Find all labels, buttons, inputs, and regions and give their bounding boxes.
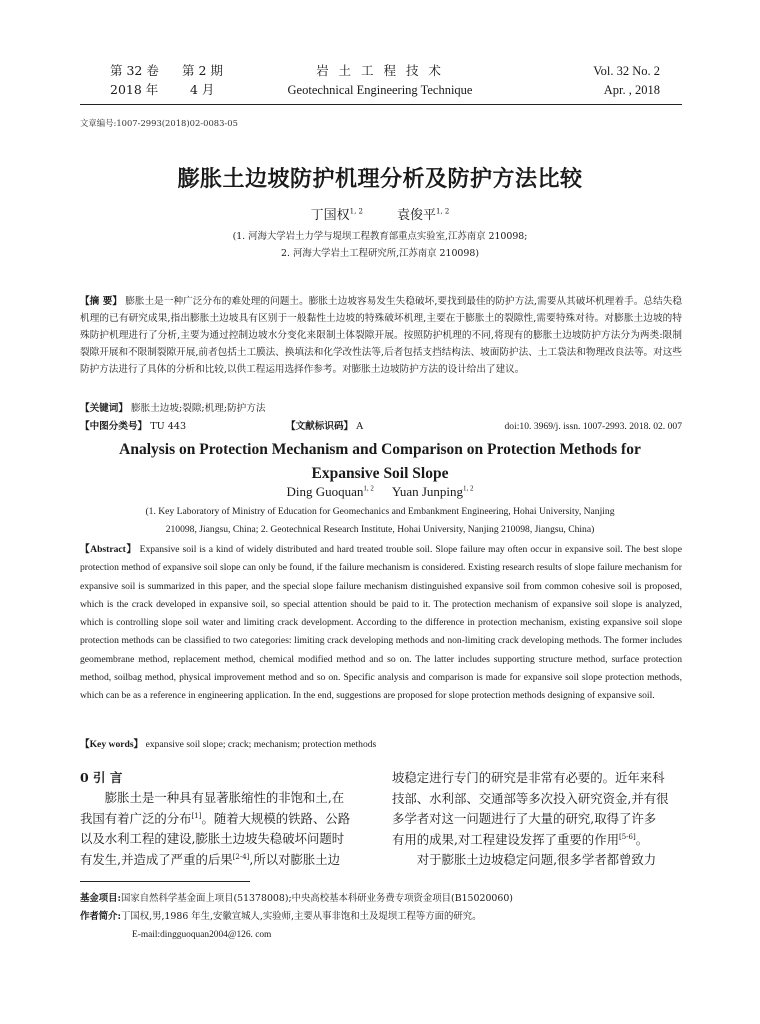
author-bio bbox=[80, 908, 682, 926]
affiliation-en-line: 210098, Jiangsu, China; 2. Geotechnical Research Institute, Hohai University, Nanjing 210098, Jiangsu, China) bbox=[165, 524, 595, 535]
body-line-text: 技部、水利部、交通部等多次投入研究资金,并有很 bbox=[392, 790, 669, 806]
citation-ref[interactable]: [1] bbox=[191, 811, 202, 820]
issue-cn: 第 2 期 bbox=[182, 63, 223, 78]
body-line-text: 。 bbox=[635, 831, 649, 847]
affiliation-cn-line: 2. 河海大学岩土工程研究所,江苏南京 210098) bbox=[281, 248, 479, 259]
keywords-cn bbox=[80, 400, 682, 417]
body-left-column bbox=[80, 788, 368, 870]
keywords-en bbox=[80, 736, 682, 753]
body-line-text: 。随着大规模的铁路、公路 bbox=[201, 810, 351, 826]
body-line-text: 有发生,并造成了严重的后果 bbox=[80, 851, 233, 867]
keywords-cn-text: 膨胀土边坡;裂隙;机理;防护方法 bbox=[131, 403, 266, 414]
author-cn-2: 袁俊平 bbox=[397, 208, 437, 223]
fund-text: 国家自然科学基金面上项目(51378008);中央高校基本科研业务费专项资金项目(B15020060) bbox=[120, 893, 513, 904]
author-en-1: Ding Guoquan bbox=[286, 484, 364, 499]
body-line bbox=[80, 829, 368, 850]
keywords-en-label: 【Key words】 bbox=[80, 739, 144, 750]
header-rule bbox=[80, 104, 682, 105]
affiliation-en-line: (1. Key Laboratory of Ministry of Education for Geomechanics and Embankment Engineering, Hohai University, Nanjing bbox=[145, 506, 615, 517]
body-line-text: 有用的成果,对工程建设发挥了重要的作用 bbox=[392, 831, 619, 847]
author-cn-1: 丁国权 bbox=[310, 208, 350, 223]
body-line bbox=[80, 850, 368, 871]
doi: doi:10. 3969/j. issn. 1007-2993. 2018. 02. 007 bbox=[504, 421, 682, 432]
article-id: 文章编号:1007-2993(2018)02-0083-05 bbox=[80, 118, 238, 128]
month-cn: 4 月 bbox=[190, 82, 215, 97]
author-bio-text: 丁国权,男,1986 年生,安徽宣城人,实验师,主要从事非饱和土及堤坝工程等方面的研究。 bbox=[120, 911, 482, 922]
footnote-rule bbox=[80, 881, 250, 882]
body-line-text: 对于膨胀土边坡稳定问题,很多学者都曾致力 bbox=[416, 852, 657, 868]
body-line-text: 以及水利工程的建设,膨胀土边坡失稳破坏问题时 bbox=[80, 831, 345, 847]
body-line-text: 坡稳定进行专门的研究是非常有必要的。近年来科 bbox=[392, 770, 665, 785]
body-right-column bbox=[392, 768, 682, 871]
title-en bbox=[0, 438, 760, 486]
abstract-en bbox=[80, 541, 682, 733]
doc-code-value: A bbox=[356, 421, 364, 432]
abstract-cn-label: 【摘 要】 bbox=[80, 296, 123, 307]
section-heading: 0 引 言 bbox=[80, 770, 123, 785]
author-cn-1-aff: 1, 2 bbox=[349, 207, 363, 216]
title-en-line: Expansive Soil Slope bbox=[311, 465, 449, 482]
journal-title-cn: 岩 土 工 程 技 术 bbox=[316, 63, 444, 78]
volume-en: Vol. 32 No. 2 bbox=[593, 64, 660, 78]
body-line bbox=[80, 809, 368, 830]
fund-label: 基金项目: bbox=[80, 893, 121, 904]
body-line bbox=[392, 850, 682, 871]
body-line-text: ,所以对膨胀土边 bbox=[249, 851, 341, 867]
volume-cn: 第 32 卷 bbox=[110, 63, 159, 78]
affiliations-cn bbox=[0, 228, 760, 262]
abstract-en-text: Expansive soil is a kind of widely distributed and hard treated trouble soil. Slope failure may often occur in expansive soil. The best slope protection method of expansive soil slope can only be found, if the failure mechanism is considered. Existing research results of slope failure mechanism for expansive soil is summarized in this paper, and the special slope failure mechanism distinguished expansive soil from common cohesive soil is proposed, which is the crack developed in expansive soil, so special attention should be paid to it. The protection mechanism of expansive soil slope is analyzed, which is controlling slope soil water and limiting crack development. According to the difference in protection mechanism, existing expansive soil slope protection methods can be classified to two categories: limiting crack developing methods and non-limiting crack developing methods. The former includes geomembrane method, replacement method, chemical modified method and so on. The latter includes supporting structure method, surface protection method, soilbag method, physical improvement method and so on. Specific analysis and comparison is made for expansive soil slope protection methods, which can be as a reference in engineering application. In the end, suggestions are proposed for slope protection methods designing of expansive soil. bbox=[80, 544, 682, 702]
abstract-cn-text: 膨胀土是一种广泛分布的难处理的问题土。膨胀土边坡容易发生失稳破坏,要找到最佳的防护方法,需要从其破坏机理着手。总结失稳机理的已有研究成果,指出膨胀土边坡具有区别于一般黏性土边坡的特殊破坏机理,主要在于膨胀土的裂隙性,需要特殊对待。对膨胀土边坡的特殊防护机理进行了分析,主要为通过控制边坡水分变化来限制土体裂隙开展。按照防护机理的不同,将现有的膨胀土边坡防护方法分为两类:限制裂隙开展和不限制裂隙开展,前者包括土工膜法、换填法和化学改性法等,后者包括支挡结构法、坡面防护法、土工袋法和物理改良法等。对这些防护方法进行了具体的分析和比较,以供工程运用选择作参考。对膨胀土边坡防护方法的设计给出了建议。 bbox=[80, 296, 682, 375]
journal-title-en: Geotechnical Engineering Technique bbox=[287, 83, 473, 97]
citation-ref[interactable]: [2-4] bbox=[232, 852, 250, 861]
author-en-2-aff: 1, 2 bbox=[463, 484, 474, 493]
body-line-text: 我国有着广泛的分布 bbox=[80, 810, 192, 826]
authors-en bbox=[0, 484, 760, 500]
affiliations-en bbox=[0, 503, 760, 539]
author-en-2: Yuan Junping bbox=[391, 484, 464, 499]
clc-label: 【中图分类号】 bbox=[80, 421, 148, 432]
abstract-en-label: 【Abstract】 bbox=[80, 544, 137, 555]
body-line bbox=[392, 830, 682, 851]
fund-note bbox=[80, 890, 682, 908]
body-line bbox=[392, 809, 682, 830]
author-en-1-aff: 1, 2 bbox=[363, 484, 374, 493]
body-line-text: 多学者对这一问题进行了大量的研究,取得了许多 bbox=[392, 811, 657, 827]
title-en-line: Analysis on Protection Mechanism and Comparison on Protection Methods for bbox=[119, 441, 641, 458]
author-bio-label: 作者简介: bbox=[80, 911, 121, 922]
doc-code-label: 【文献标识码】 bbox=[286, 421, 354, 432]
year-cn: 2018 年 bbox=[110, 82, 159, 97]
body-line bbox=[392, 789, 682, 810]
date-en: Apr. , 2018 bbox=[603, 83, 660, 97]
body-line bbox=[80, 788, 368, 809]
body-line bbox=[392, 768, 682, 789]
title-cn: 膨胀土边坡防护机理分析及防护方法比较 bbox=[177, 166, 583, 192]
email: E-mail:dingguoquan2004@126. com bbox=[132, 930, 272, 940]
authors-cn bbox=[0, 204, 760, 223]
author-cn-2-aff: 1, 2 bbox=[436, 207, 450, 216]
citation-ref[interactable]: [5-6] bbox=[618, 832, 636, 841]
body-line-text: 膨胀土是一种具有显著胀缩性的非饱和土,在 bbox=[104, 790, 345, 805]
abstract-cn bbox=[80, 293, 682, 396]
doc-code bbox=[286, 418, 363, 435]
clc-value: TU 443 bbox=[150, 421, 187, 432]
keywords-en-text: expansive soil slope; crack; mechanism; protection methods bbox=[145, 739, 377, 750]
affiliation-cn-line: (1. 河海大学岩土力学与堤坝工程教育部重点实验室,江苏南京 210098; bbox=[232, 231, 528, 242]
keywords-cn-label: 【关键词】 bbox=[80, 403, 128, 414]
